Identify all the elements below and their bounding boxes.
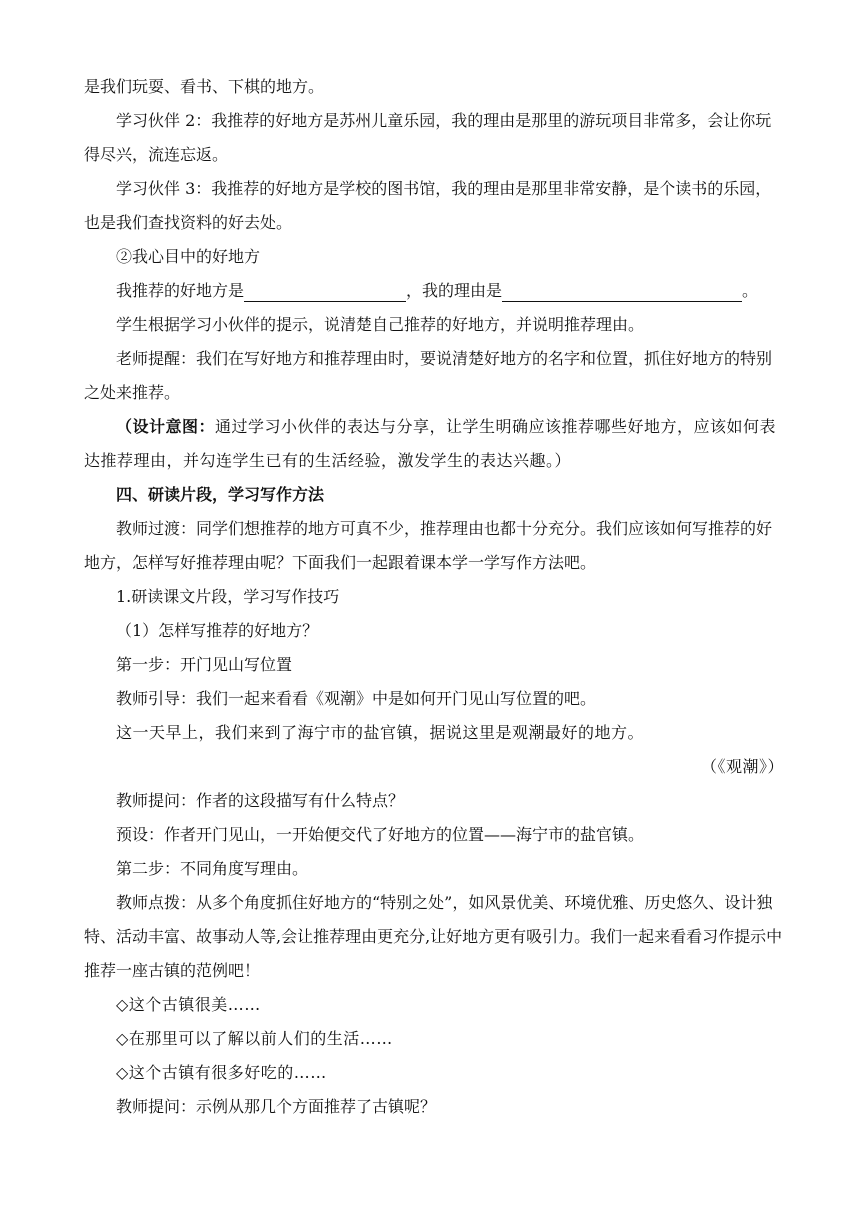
design-intent-label: （设计意图： bbox=[116, 417, 216, 436]
fill-in-prefix: 我推荐的好地方是 bbox=[116, 281, 245, 300]
paragraph-my-place-heading: ②我心目中的好地方 bbox=[116, 247, 261, 266]
paragraph-teacher-transition: 教师过渡：同学们想推荐的地方可真不少，推荐理由也都十分充分。我们应该如何写推荐的好地方，怎样写好推荐理由呢？下面我们一起跟着课本学一学写作方法吧。 bbox=[84, 519, 773, 572]
paragraph-partner-2: 学习伙伴 2：我推荐的好地方是苏州儿童乐园，我的理由是那里的游玩项目非常多，会让你玩得尽兴，流连忘返。 bbox=[84, 111, 772, 164]
subheading-how-to-write-place: （1）怎样写推荐的好地方？ bbox=[116, 621, 319, 640]
paragraph-preset-answer: 预设：作者开门见山，一开始便交代了好地方的位置——海宁市的盐官镇。 bbox=[116, 825, 645, 844]
paragraph-fill-in bbox=[84, 274, 784, 308]
step-2-heading: 第二步：不同角度写理由。 bbox=[116, 859, 309, 878]
paragraph-partner-3: 学习伙伴 3：我推荐的好地方是学校的图书馆，我的理由是那里非常安静，是个读书的乐园，也是我们查找资料的好去处。 bbox=[84, 179, 772, 232]
paragraph-teacher-reminder: 老师提醒：我们在写好地方和推荐理由时，要说清楚好地方的名字和位置，抓住好地方的特别之处来推荐。 bbox=[84, 349, 773, 402]
subheading-study-passage: 1.研读课文片段，学习写作技巧 bbox=[116, 587, 340, 606]
paragraph-design-intent bbox=[84, 410, 784, 478]
paragraph-teacher-question-2: 教师提问：示例从那几个方面推荐了古镇呢？ bbox=[116, 1097, 437, 1116]
design-intent-text: 通过学习小伙伴的表达与分享，让学生明确应该推荐哪些好地方，应该如何表达推荐理由，并勾连学生已有的生活经验，激发学生的表达兴趣。） bbox=[84, 417, 777, 470]
fill-in-suffix: 。 bbox=[742, 281, 759, 300]
paragraph-teacher-guide: 教师引导：我们一起来看看《观潮》中是如何开门见山写位置的吧。 bbox=[116, 689, 597, 708]
place-blank[interactable] bbox=[244, 281, 406, 302]
step-1-heading: 第一步：开门见山写位置 bbox=[116, 655, 293, 674]
example-item-1: ◇这个古镇很美…… bbox=[116, 995, 261, 1014]
example-item-3: ◇这个古镇有很多好吃的…… bbox=[116, 1063, 327, 1082]
paragraph-intro-tail: 是我们玩耍、看书、下棋的地方。 bbox=[84, 77, 325, 96]
paragraph-teacher-tips: 教师点拨：从多个角度抓住好地方的“特别之处”，如风景优美、环境优雅、历史悠久、设计独特、活动丰富、故事动人等,会让推荐理由更充分,让好地方更有吸引力。我们一起来看看习作提示中推荐一座古镇的范例吧！ bbox=[84, 893, 783, 980]
paragraph-teacher-question-1: 教师提问：作者的这段描写有什么特点？ bbox=[116, 791, 405, 810]
quote-guanchao: 这一天早上，我们来到了海宁市的盐官镇，据说这里是观潮最好的地方。 bbox=[116, 723, 645, 742]
example-item-2: ◇在那里可以了解以前人们的生活…… bbox=[116, 1029, 393, 1048]
quote-source: （《观潮》） bbox=[700, 757, 784, 776]
document-page bbox=[84, 70, 784, 1124]
section-heading-4: 四、研读片段，学习写作方法 bbox=[116, 485, 325, 504]
paragraph-student-task: 学生根据学习小伙伴的提示，说清楚自己推荐的好地方，并说明推荐理由。 bbox=[116, 315, 645, 334]
fill-in-middle: ，我的理由是 bbox=[406, 281, 503, 300]
reason-blank[interactable] bbox=[502, 281, 742, 302]
